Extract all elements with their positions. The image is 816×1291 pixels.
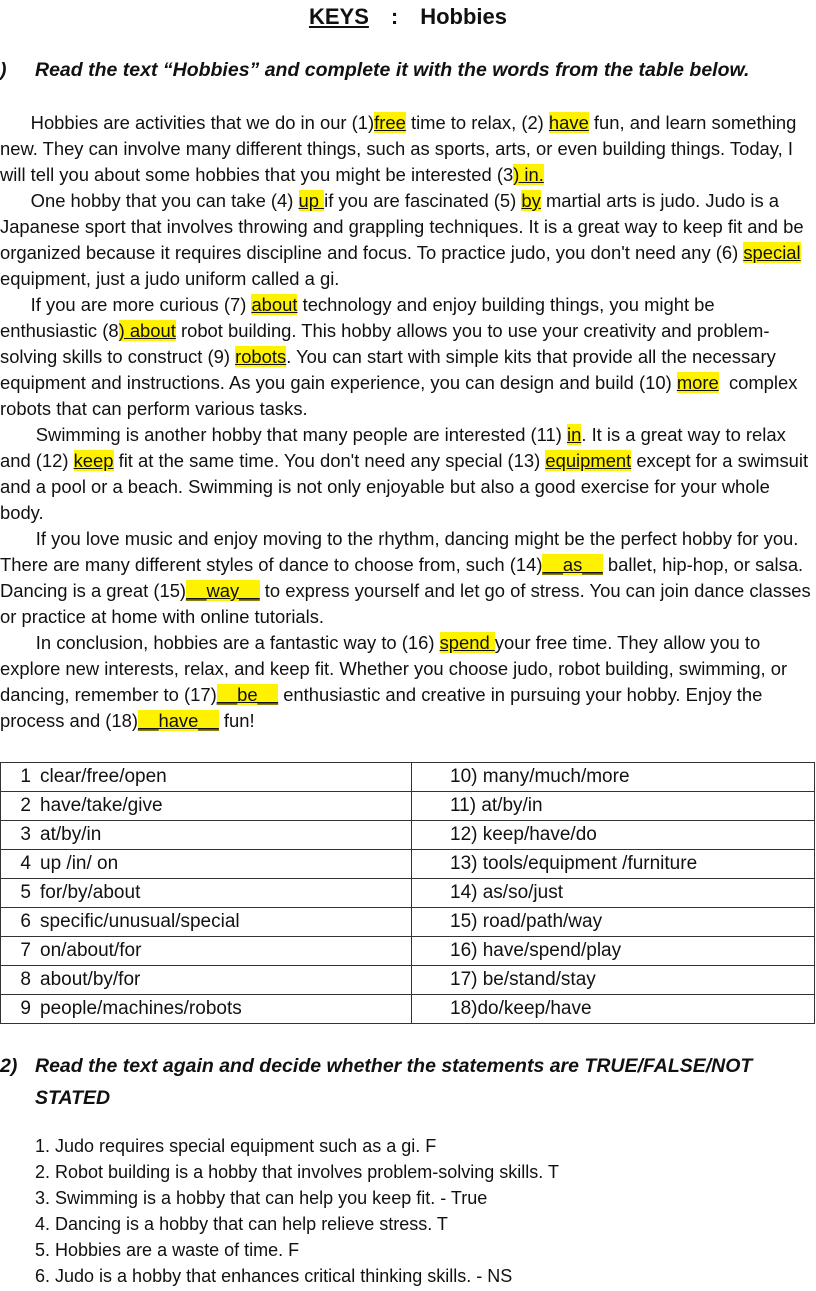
- text-segment: equipment, just a judo uniform called a gi.: [0, 242, 806, 289]
- options-row: [1, 792, 815, 821]
- statement-item: 5. Hobbies are a waste of time. F: [35, 1240, 300, 1260]
- option-number: 2: [20, 795, 31, 816]
- option-number: 1: [20, 766, 31, 787]
- answer-highlight: __be__: [216, 684, 279, 705]
- text-segment: complex robots that can perform various tasks.: [0, 372, 803, 419]
- text-segment: technology and enjoy building things, you might be enthusiastic (8: [0, 294, 720, 341]
- options-cell-left: [1, 995, 412, 1024]
- text-segment: If you love music and enjoy moving to the rhythm, dancing might be the perfect hobby for you. There are many different styles of dance to choose from, such (14): [0, 528, 804, 575]
- text-segment: fun, and learn something new. They can involve many different things, such as sports, arts, or even building things. Today, I will tell you about some hobbies that you might be interested (3: [0, 112, 802, 185]
- options-cell-left: [1, 937, 412, 966]
- question-2-instruction-cont: STATED: [35, 1087, 111, 1109]
- option-number: 6: [20, 911, 31, 932]
- statement-item: 6. Judo is a hobby that enhances critical thinking skills. - NS: [35, 1266, 513, 1286]
- options-cell-right: 15) road/path/way: [412, 908, 815, 937]
- text-segment: fun!: [218, 710, 255, 731]
- options-cell-left: [1, 850, 412, 879]
- option-choices: have/take/give: [40, 795, 163, 816]
- answer-highlight: equipment: [545, 450, 632, 471]
- text-segment: Hobbies are activities that we do in our (1): [0, 112, 375, 133]
- options-cell-right: 12) keep/have/do: [412, 821, 815, 850]
- option-choices: up /in/ on: [40, 853, 119, 874]
- text-segment: to express yourself and let go of stress. You can join dance classes or practice at home with online tutorials.: [0, 580, 816, 627]
- page-title: [0, 4, 816, 30]
- text-segment: . You can start with simple kits that provide all the necessary equipment and instructions. As you gain experience, you can design and build (10): [0, 346, 781, 393]
- question-2-heading: [0, 1050, 808, 1114]
- options-cell-right: 18)do/keep/have: [412, 995, 815, 1024]
- text-segment: In conclusion, hobbies are a fantastic way to (16): [0, 632, 440, 653]
- answer-highlight: spend: [439, 632, 495, 653]
- options-cell-right: 14) as/so/just: [412, 879, 815, 908]
- option-number: 8: [20, 969, 31, 990]
- statement-item: 3. Swimming is a hobby that can help you keep fit. - True: [35, 1188, 488, 1208]
- statements-list: [35, 1133, 559, 1289]
- question-1-instruction: Read the text “Hobbies” and complete it with the words from the table below.: [35, 59, 750, 81]
- hobbies-text: [0, 110, 816, 734]
- text-segment: your free time. They allow you to explore new interests, relax, and keep fit. Whether you choose judo, robot building, swimming, or dancing, remember to (17): [0, 632, 793, 705]
- options-cell-left: [1, 966, 412, 995]
- question-2-instruction: Read the text again and decide whether the statements are TRUE/FALSE/NOT: [35, 1055, 753, 1077]
- answer-highlight: by: [521, 190, 541, 211]
- option-number: 9: [20, 998, 31, 1019]
- options-cell-right: 17) be/stand/stay: [412, 966, 815, 995]
- options-cell-left: [1, 792, 412, 821]
- answer-highlight: about: [251, 294, 298, 315]
- option-choices: about/by/for: [40, 969, 141, 990]
- options-cell-right: 10) many/much/more: [412, 763, 815, 792]
- options-cell-left: [1, 763, 412, 792]
- options-table: [0, 762, 815, 1024]
- option-choices: at/by/in: [40, 824, 102, 845]
- answer-highlight: keep: [73, 450, 114, 471]
- text-segment: One hobby that you can take (4): [0, 190, 299, 211]
- text-paragraph: [0, 422, 816, 526]
- text-segment: martial arts is judo. Judo is a Japanese sport that involves throwing and grappling techniques. It is a great way to keep fit and be organized because it requires discipline and focus. To practice judo, you don't need any (6): [0, 190, 809, 263]
- options-row: [1, 850, 815, 879]
- options-cell-right: 16) have/spend/play: [412, 937, 815, 966]
- option-number: 7: [20, 940, 31, 961]
- text-segment: If you are more curious (7): [0, 294, 252, 315]
- option-choices: specific/unusual/special: [40, 911, 240, 932]
- options-cell-left: [1, 879, 412, 908]
- options-cell-right: 11) at/by/in: [412, 792, 815, 821]
- answer-highlight: more: [676, 372, 719, 393]
- answer-highlight: robots: [235, 346, 287, 367]
- option-choices: on/about/for: [40, 940, 142, 961]
- options-cell-left: [1, 821, 412, 850]
- text-segment: enthusiastic and creative in pursuing your hobby. Enjoy the process and (18): [0, 684, 768, 731]
- question-1-heading: [0, 54, 808, 86]
- option-choices: people/machines/robots: [40, 998, 242, 1019]
- text-segment: ballet, hip-hop, or salsa. Dancing is a great (15): [0, 554, 809, 601]
- text-segment: Swimming is another hobby that many people are interested (11): [0, 424, 568, 445]
- text-paragraph: [0, 630, 816, 734]
- options-row: [1, 995, 815, 1024]
- option-choices: for/by/about: [40, 882, 141, 903]
- text-paragraph: [0, 292, 816, 422]
- option-choices: clear/free/open: [40, 766, 167, 787]
- options-row: [1, 821, 815, 850]
- answer-highlight: up: [298, 190, 325, 211]
- statement-item: 2. Robot building is a hobby that involves problem-solving skills. T: [35, 1162, 559, 1182]
- text-paragraph: [0, 526, 816, 630]
- options-row: [1, 966, 815, 995]
- text-segment: except for a swimsuit and a pool or a beach. Swimming is not only enjoyable but also a good exercise for your whole body.: [0, 450, 814, 523]
- answer-highlight: __have__: [138, 710, 219, 731]
- options-row: [1, 908, 815, 937]
- topic-label: Hobbies: [420, 4, 508, 29]
- text-segment: if you are fascinated (5): [324, 190, 522, 211]
- question-2-number: 2): [0, 1055, 18, 1077]
- option-number: 4: [20, 853, 31, 874]
- text-segment: . It is a great way to relax and (12): [0, 424, 791, 471]
- text-segment: fit at the same time. You don't need any special (13): [113, 450, 546, 471]
- statement-item: 4. Dancing is a hobby that can help relieve stress. T: [35, 1214, 448, 1234]
- title-colon: :: [390, 4, 399, 29]
- question-1-number: ): [0, 59, 7, 81]
- option-number: 3: [20, 824, 31, 845]
- option-number: 5: [20, 882, 31, 903]
- answer-highlight: ) about: [118, 320, 176, 341]
- answer-highlight: have: [548, 112, 589, 133]
- text-paragraph: [0, 188, 816, 292]
- text-paragraph: [0, 110, 816, 188]
- text-segment: time to relax, (2): [405, 112, 549, 133]
- answer-highlight: ) in.: [513, 164, 544, 185]
- answer-highlight: special: [743, 242, 801, 263]
- answer-highlight: __way__: [186, 580, 260, 601]
- answer-highlight: free: [374, 112, 406, 133]
- options-cell-left: [1, 908, 412, 937]
- options-row: [1, 879, 815, 908]
- options-row: [1, 937, 815, 966]
- answer-highlight: __as__: [542, 554, 603, 575]
- text-segment: robot building. This hobby allows you to use your creativity and problem-solving skills to construct (9): [0, 320, 770, 367]
- statement-item: 1. Judo requires special equipment such as a gi. F: [35, 1136, 437, 1156]
- options-row: [1, 763, 815, 792]
- keys-label: KEYS: [308, 4, 369, 29]
- options-cell-right: 13) tools/equipment /furniture: [412, 850, 815, 879]
- answer-highlight: in: [567, 424, 582, 445]
